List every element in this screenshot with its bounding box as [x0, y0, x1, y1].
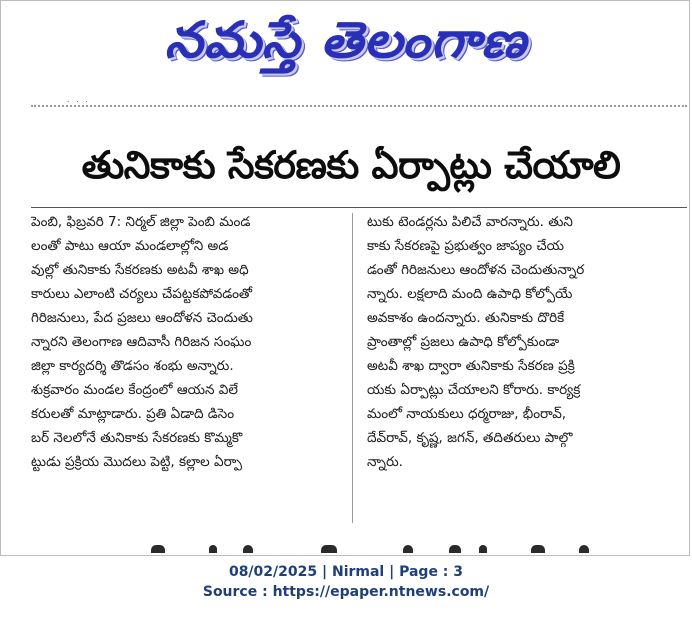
article-text-line: కారులు ఎలాంటి చర్యలు చేపట్టకపోవడంతో: [31, 286, 253, 302]
article-column-right: [367, 210, 677, 474]
top-divider: [31, 105, 687, 107]
article-text-line: యకు ఏర్పాట్లు చేయాలని కోరారు. కార్యక్ర: [367, 382, 581, 398]
article-text-line: న్నారు. లక్షలాది మంది ఉపాధి కోల్పోయే: [367, 286, 573, 302]
article-text-line: అవకాశం ఉందన్నారు. తునికాకు దొరికే: [367, 310, 565, 326]
edition-info: 08/02/2025 | Nirmal | Page : 3: [228, 564, 464, 580]
clipping-footer: [0, 562, 692, 602]
article-text-line: శుక్రవారం మండల కేంద్రంలో ఆయన విలే: [31, 382, 238, 398]
masthead: [1, 5, 690, 83]
article-text-line: టుకు టెండర్లను పిలిచే వారన్నారు. తుని: [367, 214, 573, 230]
article-text-line: లంతో పాటు ఆయా మండలాల్లోని అడ: [31, 238, 229, 254]
masthead-logo: నమస్తే తెలంగాణ: [164, 11, 528, 69]
article-text-line: మంలో నాయకులు ధర్మరాజు, భీంరావ్,: [367, 406, 567, 422]
article-text-line: న్నారు.: [367, 454, 403, 470]
article-text-line: అటవీ శాఖ ద్వారా తునికాకు సేకరణ ప్రక్రి: [367, 358, 575, 374]
article-text-line: కాకు సేకరణపై ప్రభుత్వం జాప్యం చేయ: [367, 238, 565, 254]
article-text-line: కరులతో మాట్లాడారు. ప్రతి ఏడాది డిసెం: [31, 406, 235, 422]
article-text-line: డంతో గిరిజనులు ఆందోళన చెందుతున్నార: [367, 262, 585, 278]
article-text-line: గిరిజనులు, పేద ప్రజలు ఆందోళన చెందుతు: [31, 310, 253, 326]
masthead-ornament: . . .: [67, 95, 90, 104]
article-headline: తునికాకు సేకరణకు ఏర్పాట్లు చేయాలి: [81, 143, 621, 187]
source-link[interactable]: Source : https://epaper.ntnews.com/: [202, 584, 490, 600]
cut-off-next-headline: [31, 539, 687, 553]
article-column-left: [31, 210, 341, 474]
article-text-line: ప్రాంతాల్లో ప్రజలు ఉపాధి కోల్పోకుండా: [367, 334, 560, 350]
article-text-line: న్నారని తెలంగాణ ఆదివాసీ గిరిజన సంఘం: [31, 334, 252, 350]
article-text-line: బర్ నెలలోనే తునికాకు సేకరణకు కొమ్మకొ: [31, 430, 243, 446]
article-text-line: ట్టుడు ప్రక్రియ మొదలు పెట్టి, కల్లాల ఏర్పా: [31, 454, 243, 470]
column-divider: [352, 213, 353, 523]
article-text-line: వుల్లో తునికాకు సేకరణకు అటవీ శాఖ అధి: [31, 262, 249, 278]
article-text-line: జిల్లా కార్యదర్శి తొడసం శంభు అన్నారు.: [31, 358, 234, 374]
article-text-line: పెంబి, ఫిబ్రవరి 7: నిర్మల్ జిల్లా పెంబి మండ: [31, 214, 251, 230]
headline-divider: [31, 207, 687, 208]
article-text-line: దేవ్‌రావ్, కృష్ణ, జగన్, తదితరులు పాల్గొ: [367, 430, 573, 446]
